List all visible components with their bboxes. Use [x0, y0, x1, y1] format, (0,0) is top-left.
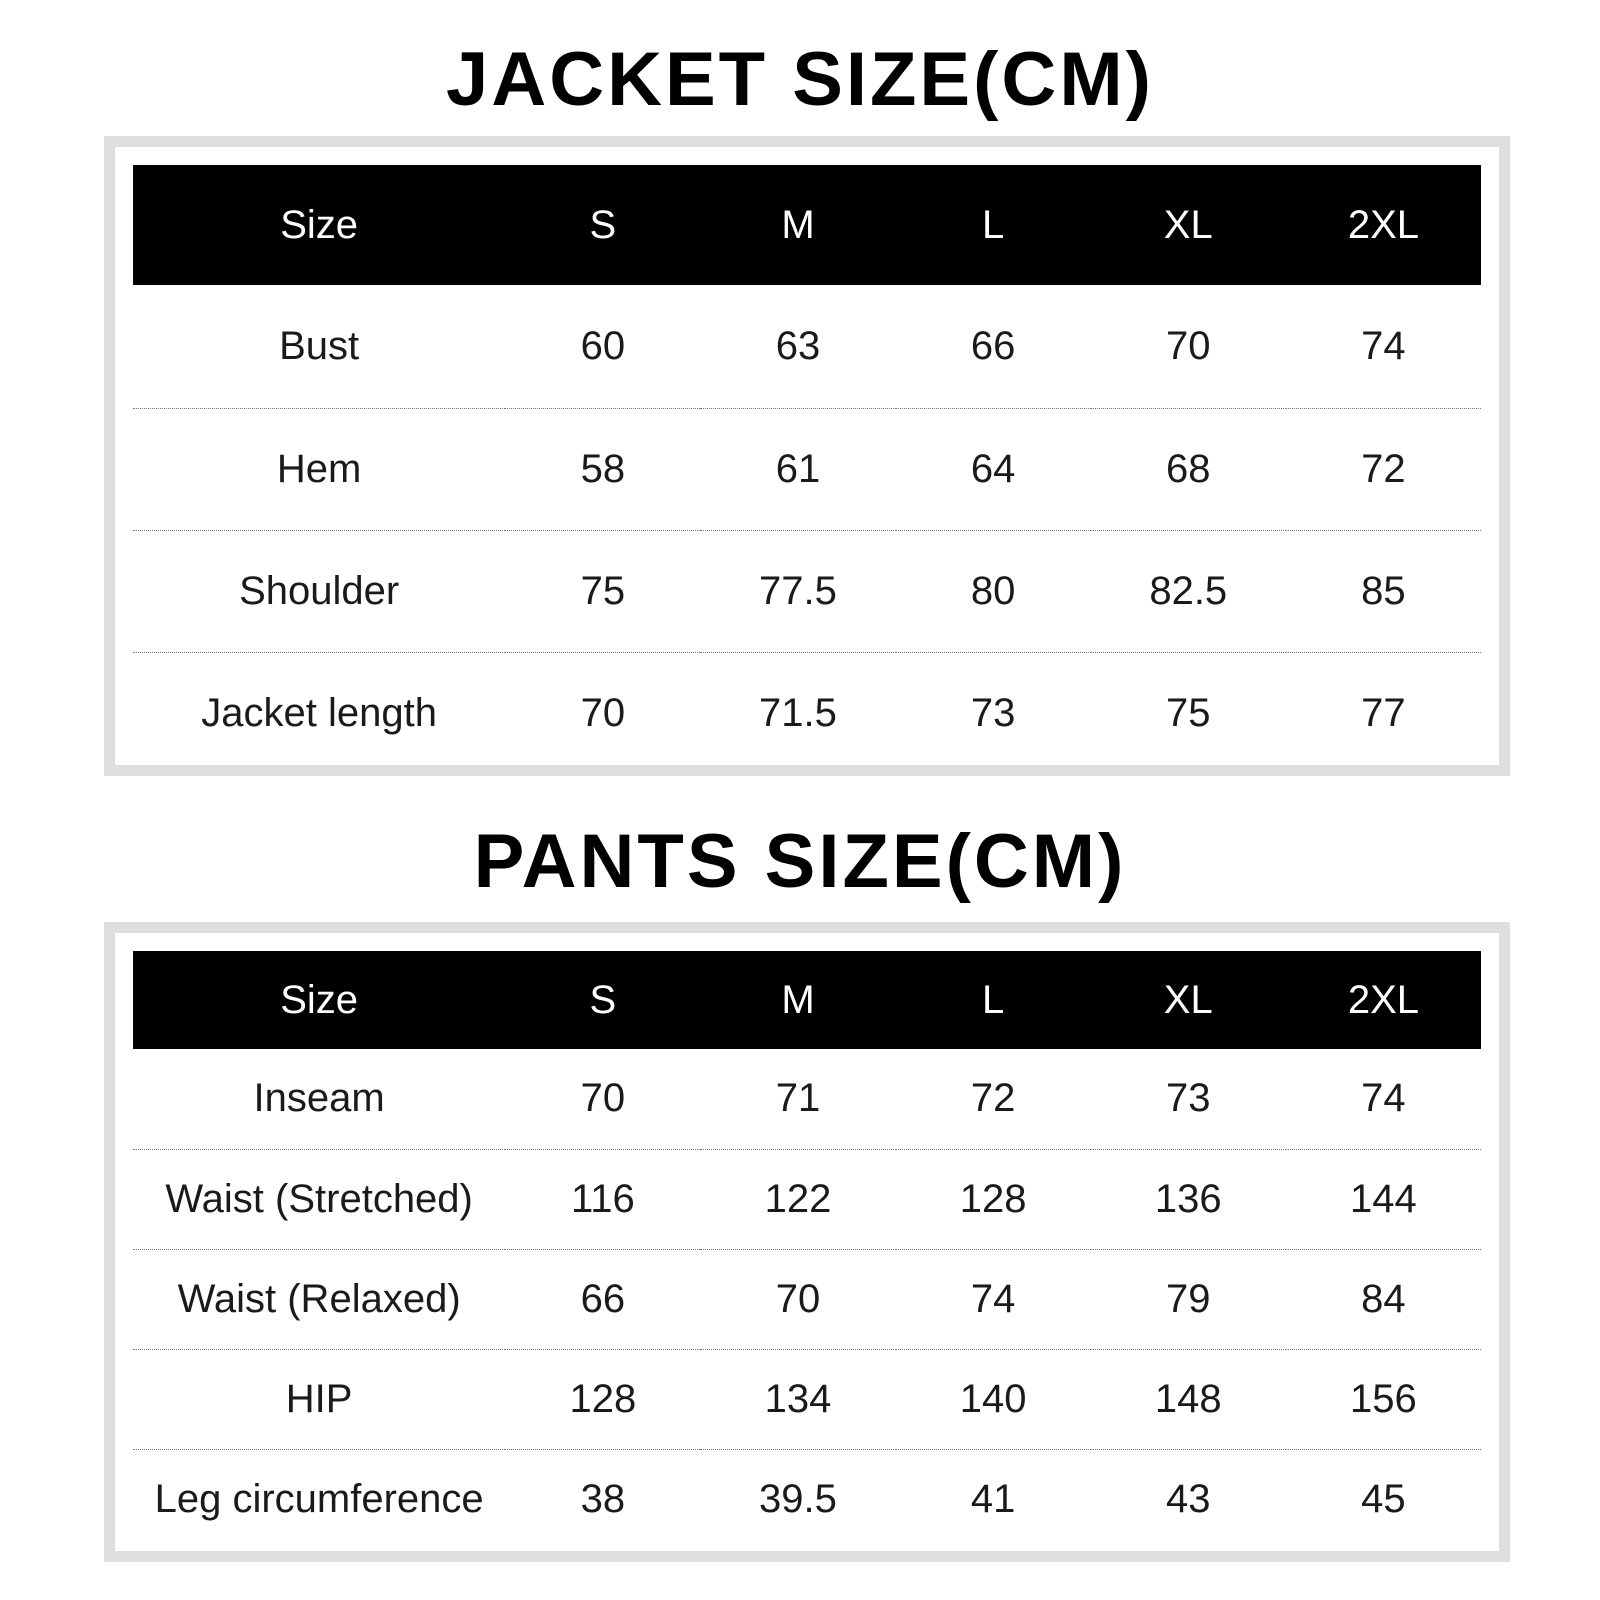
table-cell: 72	[1286, 408, 1481, 530]
table-cell: 85	[1286, 530, 1481, 652]
table-cell: 82.5	[1091, 530, 1286, 652]
row-label: Inseam	[253, 1076, 385, 1121]
table-cell: 38	[505, 1449, 700, 1549]
table-cell: 63	[775, 323, 821, 368]
table-cell: 84	[1286, 1249, 1481, 1349]
table-cell: 70	[505, 652, 700, 774]
row-label: Hem	[133, 408, 505, 530]
table-cell: 66	[505, 1249, 700, 1349]
header-cell-size: Size	[133, 951, 505, 1049]
table-cell: 75	[1091, 652, 1286, 774]
pants-size-table	[133, 951, 1481, 1549]
jacket-size-title: JACKET SIZE(CM)	[446, 37, 1154, 122]
table-cell: 74	[1361, 323, 1406, 368]
table-row	[133, 285, 1481, 408]
header-cell-s: S	[505, 951, 700, 1049]
table-cell: 71.5	[700, 652, 895, 774]
table-cell: 75	[505, 530, 700, 652]
header-cell-m: M	[700, 951, 895, 1049]
table-cell: 45	[1286, 1449, 1481, 1549]
table-cell: 134	[700, 1349, 895, 1449]
table-cell: 136	[1091, 1149, 1286, 1249]
table-cell: 80	[896, 530, 1091, 652]
header-cell-2xl: 2XL	[1286, 165, 1481, 285]
table-cell: 128	[505, 1349, 700, 1449]
table-row	[133, 1249, 1481, 1349]
table-cell: 79	[1091, 1249, 1286, 1349]
table-cell: 70	[700, 1249, 895, 1349]
table-cell: 60	[580, 323, 626, 368]
pants-size-table-frame	[104, 922, 1510, 1562]
header-cell-l: L	[896, 165, 1091, 285]
row-label: Jacket length	[133, 652, 505, 774]
header-cell-xl: XL	[1091, 165, 1286, 285]
row-label: Bust	[279, 323, 360, 368]
header-cell-s: S	[505, 165, 700, 285]
table-cell: 70	[1166, 323, 1211, 368]
table-row	[133, 1149, 1481, 1249]
table-cell: 74	[1361, 1076, 1406, 1121]
jacket-size-table-frame	[104, 136, 1510, 776]
table-cell: 116	[505, 1149, 700, 1249]
header-cell-l: L	[896, 951, 1091, 1049]
table-cell: 73	[1166, 1076, 1211, 1121]
table-cell: 128	[896, 1149, 1091, 1249]
table-cell: 64	[896, 408, 1091, 530]
table-cell: 68	[1091, 408, 1286, 530]
table-row	[133, 1349, 1481, 1449]
table-cell: 39.5	[700, 1449, 895, 1549]
header-cell-xl: XL	[1091, 951, 1286, 1049]
row-label: Waist (Relaxed)	[133, 1249, 505, 1349]
table-header-row	[133, 951, 1481, 1049]
table-cell: 58	[505, 408, 700, 530]
table-cell: 72	[970, 1076, 1016, 1121]
header-cell-2xl: 2XL	[1286, 951, 1481, 1049]
jacket-size-table	[133, 165, 1481, 774]
table-cell: 41	[896, 1449, 1091, 1549]
table-row	[133, 408, 1481, 530]
table-cell: 66	[970, 323, 1016, 368]
table-cell: 77	[1286, 652, 1481, 774]
table-row	[133, 652, 1481, 774]
table-cell: 156	[1286, 1349, 1481, 1449]
table-cell: 122	[700, 1149, 895, 1249]
table-cell: 70	[580, 1076, 626, 1121]
table-cell: 148	[1091, 1349, 1286, 1449]
table-cell: 77.5	[700, 530, 895, 652]
table-cell: 61	[700, 408, 895, 530]
table-row	[133, 530, 1481, 652]
row-label: Shoulder	[133, 530, 505, 652]
table-cell: 144	[1286, 1149, 1481, 1249]
table-cell: 74	[896, 1249, 1091, 1349]
table-header-row	[133, 165, 1481, 285]
pants-size-title: PANTS SIZE(CM)	[473, 819, 1127, 904]
table-row	[133, 1049, 1481, 1149]
table-cell: 43	[1091, 1449, 1286, 1549]
table-row	[133, 1449, 1481, 1549]
row-label: Waist (Stretched)	[133, 1149, 505, 1249]
header-cell-size: Size	[133, 165, 505, 285]
table-cell: 140	[896, 1349, 1091, 1449]
table-cell: 73	[896, 652, 1091, 774]
row-label: HIP	[133, 1349, 505, 1449]
table-cell: 71	[775, 1076, 821, 1121]
header-cell-m: M	[700, 165, 895, 285]
row-label: Leg circumference	[133, 1449, 505, 1549]
